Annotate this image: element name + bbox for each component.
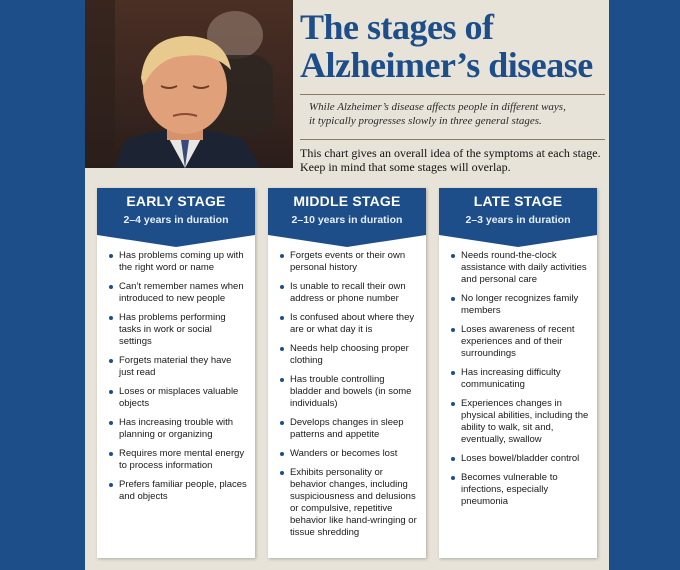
symptom-item: Wanders or becomes lost <box>280 448 418 460</box>
symptom-item: Is confused about where they are or what day it is <box>280 312 418 336</box>
divider-top <box>300 94 605 95</box>
stage-header <box>439 188 597 235</box>
symptom-item: Becomes vulnerable to infections, especially pneumonia <box>451 472 589 508</box>
subtitle-line-1: While Alzheimer’s disease affects people in different ways, <box>309 101 566 113</box>
symptom-item: Has problems performing tasks in work or social settings <box>109 312 247 348</box>
header-arrow <box>439 235 597 247</box>
intro-text: This chart gives an overall idea of the symptoms at each stage. Keep in mind that some stages will overlap. <box>300 146 601 174</box>
stage-duration: 2–3 years in duration <box>465 214 571 226</box>
page-title <box>300 8 605 84</box>
symptom-item: Has trouble controlling bladder and bowels (in some individuals) <box>280 374 418 410</box>
symptom-item: Has problems coming up with the right word or name <box>109 250 247 274</box>
stage-duration: 2–10 years in duration <box>291 214 403 226</box>
stage-duration: 2–4 years in duration <box>123 214 229 226</box>
symptom-item: Needs help choosing proper clothing <box>280 343 418 367</box>
symptom-item: Prefers familiar people, places and objects <box>109 479 247 503</box>
title-line-2: Alzheimer’s disease <box>300 45 593 85</box>
symptom-item: Is unable to recall their own address or phone number <box>280 281 418 305</box>
stage-header <box>97 188 255 235</box>
symptom-item: Has increasing trouble with planning or organizing <box>109 417 247 441</box>
symptom-item: Forgets events or their own personal history <box>280 250 418 274</box>
photo-illustration <box>85 0 293 168</box>
symptom-item: Requires more mental energy to process information <box>109 448 247 472</box>
title-line-1: The stages of <box>300 7 494 47</box>
stage-title: EARLY STAGE <box>126 193 226 209</box>
stage-card-early <box>97 188 255 558</box>
subtitle-line-2: it typically progresses slowly in three general stages. <box>309 115 542 127</box>
stage-card-late <box>439 188 597 558</box>
subtitle <box>309 100 599 128</box>
infographic <box>85 0 609 570</box>
stage-header <box>268 188 426 235</box>
symptom-item: Forgets material they have just read <box>109 355 247 379</box>
stage-title: LATE STAGE <box>473 193 563 209</box>
header-arrow <box>268 235 426 247</box>
symptom-item: Has increasing difficulty communicating <box>451 367 589 391</box>
divider-bottom <box>300 139 605 140</box>
symptom-list <box>439 235 597 508</box>
symptom-item: Experiences changes in physical abilities, including the ability to walk, sit and, eventually, swallow <box>451 398 589 446</box>
symptom-item: Develops changes in sleep patterns and appetite <box>280 417 418 441</box>
symptom-list <box>97 235 255 503</box>
symptom-item: Loses bowel/bladder control <box>451 453 589 465</box>
symptom-item: Needs round-the-clock assistance with daily activities and personal care <box>451 250 589 286</box>
symptom-item: No longer recognizes family members <box>451 293 589 317</box>
symptom-item: Exhibits personality or behavior changes, including suspiciousness and delusions or compulsive, repetitive behavior like hand-wringing or tissue shredding <box>280 467 418 539</box>
stage-title: MIDDLE STAGE <box>293 193 401 209</box>
symptom-item: Loses awareness of recent experiences and of their surroundings <box>451 324 589 360</box>
stage-card-middle <box>268 188 426 558</box>
symptom-list <box>268 235 426 539</box>
symptom-item: Can’t remember names when introduced to new people <box>109 281 247 305</box>
photo <box>85 0 293 168</box>
symptom-item: Loses or misplaces valuable objects <box>109 386 247 410</box>
header-arrow <box>97 235 255 247</box>
